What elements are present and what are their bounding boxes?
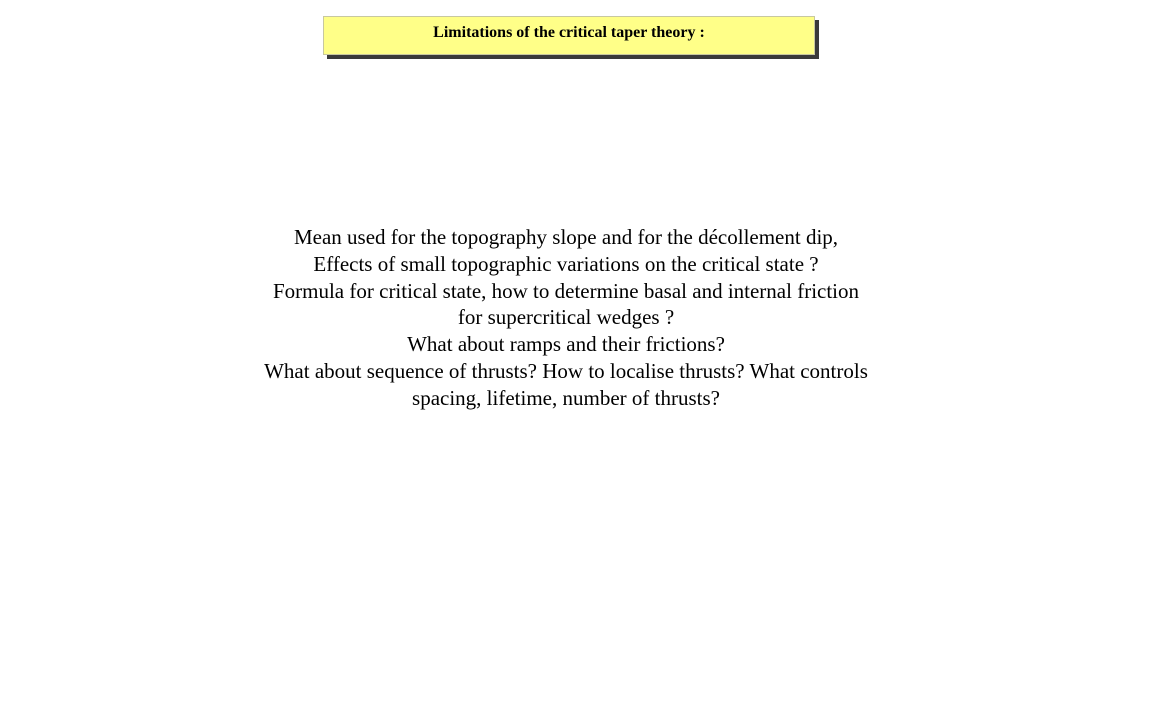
body-text <box>190 224 942 412</box>
body-line: spacing, lifetime, number of thrusts? <box>412 385 720 410</box>
slide-title: Limitations of the critical taper theory : <box>433 23 705 41</box>
body-line: Formula for critical state, how to determine basal and internal friction <box>272 278 860 303</box>
body-line: What about sequence of thrusts? How to localise thrusts? What controls <box>264 358 868 383</box>
body-line: for supercritical wedges ? <box>457 305 675 330</box>
title-box <box>323 16 815 55</box>
body-line: What about ramps and their frictions? <box>407 332 725 357</box>
body-line: Effects of small topographic variations on the critical state ? <box>313 251 819 276</box>
body-line: Mean used for the topography slope and for the décollement dip, <box>293 225 839 249</box>
